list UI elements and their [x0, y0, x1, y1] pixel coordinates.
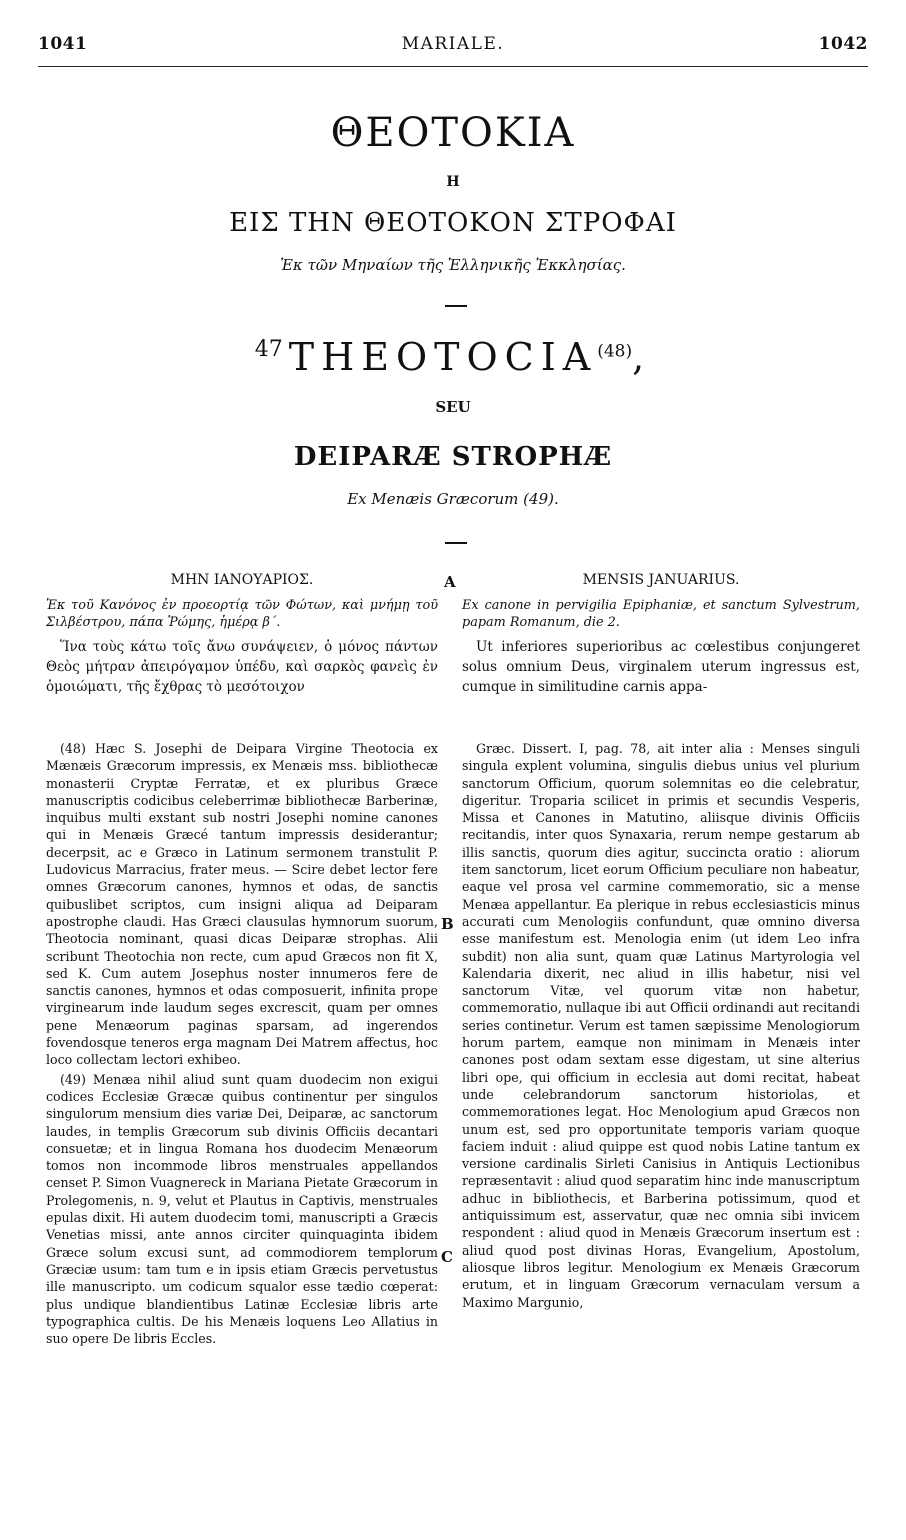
footnote-49: (49) Menæa nihil aliud sunt quam duodecim non exigui codices Ecclesiæ Græcæ quibus continentur per singulos singulorum mensium dies variæ Dei, Deiparæ, ac sanctorum laudes, in templis Græcorum sub divinis Officiis decantari consuetæ; et in lingua Romana hos duodecim Menæorum tomos non incommode libros menstruales appellandos censet P. Simon Vuagnereck in Mariana Pietate Græcorum in Prolegomenis, n. 9, velut et Plautus in Captivis, menstruales epulas dixit. Hi autem duodecim tomi, manuscripti a Græcis Venetias missi, ante annos circiter quinquaginta ibidem Græce solum excusi sunt, ad commodiorem templorum Græciæ usum: tam tum e in ipsis etiam Græcis pervetustus ille manuscripto. um codicum squalor esse tædio cœperat: plus undique blandientibus Latinæ Ecclesiæ libris arte typographica cultis. De his Menæis loquens Leo Allatius in suo opere De libris Eccles. [46, 1071, 438, 1347]
latin-note-ref: (48) [597, 341, 633, 362]
footnotes-left [46, 740, 438, 1349]
latin-source [0, 490, 906, 508]
running-title: MARIALE. [401, 34, 505, 54]
latin-title: $^{47}$ THEOTOCIA$^{(48)}$, [254, 335, 652, 379]
title-divider [445, 305, 467, 307]
section-divider [445, 542, 467, 544]
header-rule [38, 66, 868, 67]
greek-source: Ἐκ τῶν Μηναίων τῆς Ἑλληνικῆς Ἐκκλησίας. [280, 256, 626, 274]
greek-or: Η [446, 174, 460, 190]
greek-title: ΘΕΟΤΟΚΙΑ [330, 110, 576, 156]
latin-subheading: Ex canone in pervigilia Epiphaniæ, et sanctum Sylvestrum, papam Romanum, die 2. [462, 598, 860, 630]
greek-subheading: Ἐκ τοῦ Κανόνος ἐν προεορτίᾳ τῶν Φώτων, καὶ μνήμῃ τοῦ Σιλβέστρου, πάπα Ῥώμης, ἡμέρᾳ β΄. [46, 598, 438, 630]
greek-column [46, 572, 438, 699]
footnotes-right [462, 740, 860, 1313]
latin-title-text: THEOTOCIA [288, 335, 598, 379]
latin-seu: SEU [435, 398, 471, 416]
footnote-49-continued: Græc. Dissert. I, pag. 78, ait inter alia : Menses singuli singula explent volumina, singulis diebus unius vel plurium sanctorum Officium, quorum solemnitas eo die celebratur, digeritur. Troparia scilicet in primis et secundis Vesperis, Missa et Canones in Matutino, aliisque divinis Officiis recitandis, inter quos Synaxaria, rerum nempe gestarum ab illis sanctis, quorum dies agitur, succincta oratio : aliorum item sanctorum, licet eorum Officium peculiare non habeatur, eaque vel prosa vel carmine commemoratio, sic a mense Menæa appellantur. Ea plerique in rebus ecclesiasticis minus accurati cum Menologiis confundunt, quæ omnino diversa esse manifestum est. Menologia enim (ut idem Leo infra subdit) non alia sunt, quam quæ Latinus Martyrologia vel Kalendaria dixerit, nec aliud in illis habetur, nisi vel sanctorum Vitæ, vel quorum vitæ non habetur, commemoratio, nullaque ibi aut Officii ordinandi aut recitandi series continetur. Verum est tamen sæpissime Menologiorum horum partem, eamque non minimam in Menæis inter canones post odam sextam esse digestam, ut sine alterius libri ope, qui officium in ecclesia aut domi recitat, habeat unde celebrandorum sanctorum historiolas, et commemorationes legat. Hoc Menologium apud Græcos non unum est, sed pro opportunitate temporis variam quoque faciem induit : aliud quippe est quod nobis Latine tantum ex versione cardinalis Sirleti Canisius in Antiquis Lectionibus repræsentavit : aliud quod separatim hinc inde manuscriptum adhuc in bibliothecis, et Barberina potissimum, quod et antiquissimum est, asservatur, quæ nec omnia sibi invicem respondent : aliud quod in Menæis Græcorum insertum est : aliud quod post divinas Horas, Evangelium, Apostolum, aliosque libros legitur. Menologium ex Menæis Græcorum erutum, et in linguam Græcorum vernaculam versum a Maximo Margunio, [462, 741, 860, 1310]
greek-subtitle: ΕΙΣ ΤΗΝ ΘΕΟΤΟΚΟΝ ΣΤΡΟΦΑΙ [229, 208, 677, 238]
page-header [38, 34, 868, 58]
column-marker-a: A [444, 573, 456, 591]
latin-column [462, 572, 860, 699]
column-marker-b: B [441, 915, 454, 933]
latin-month-heading: MENSIS JANUARIUS. [582, 572, 740, 588]
greek-text: Ἵνα τοὺς κάτω τοῖς ἄνω συνάψειεν, ὁ μόνος πάντων Θεὸς μήτραν ἀπειρόγαμον ὑπέδυ, καὶ σαρκὸς φανεὶς ἐν ὁμοιώματι, τῆς ἔχθρας τὸ μεσότοιχον [46, 639, 438, 695]
column-marker-c: C [441, 1248, 453, 1266]
page-number-left: 1041 [38, 34, 88, 54]
page-number-right: 1042 [818, 34, 868, 54]
footnote-48: (48) Hæc S. Josephi de Deipara Virgine Theotocia ex Mænæis Græcorum impressis, ex Menæis mss. bibliothecæ monasterii Cryptæ Ferratæ, et ex pluribus Græce manuscriptis codicibus celeberrimæ bibliothecæ Barberinæ, inquibus multi exstant sub nostri Josephi nomine canones qui in Menæis Græcé tantum impressis desiderantur; decerpsit, ac e Græco in Latinum sermonem transtulit P. Ludovicus Marracius, frater meus. — Scire debet lector fere omnes Græcorum canones, hymnos et odas, de sanctis quibuslibet scriptos, cum insigni aliqua ad Deiparam apostrophe claudi. Has Græci clausulas hymnorum suorum, Theotocia nominant, quasi dicas Deiparæ strophas. Alii scribunt Theotochia non recte, cum apud Græcos non fit X, sed K. Cum autem Josephus noster innumeros fere de sanctis canones, hymnos et odas composuerit, infinita prope virginearum inde laudum seges excrescit, quam per omnes pene Menæorum paginas sparsam, ad ingerendos fovendosque teneros erga magnam Dei Matrem affectus, hoc loco collectam lectori exhibeo. [46, 741, 438, 1068]
latin-text: Ut inferiores superioribus ac cœlestibus conjungeret solus omnium Deus, virginalem uterum ingressus est, cumque in similitudine carnis appa- [462, 639, 860, 695]
latin-source-text: Ex Menæis Græcorum (49). [347, 490, 559, 508]
latin-number: 47 [254, 337, 283, 363]
latin-subtitle: DEIPARÆ STROPHÆ [293, 442, 613, 472]
greek-month-heading: ΜΗΝ ΙΑΝΟΥΑΡΙΟΣ. [170, 572, 314, 588]
